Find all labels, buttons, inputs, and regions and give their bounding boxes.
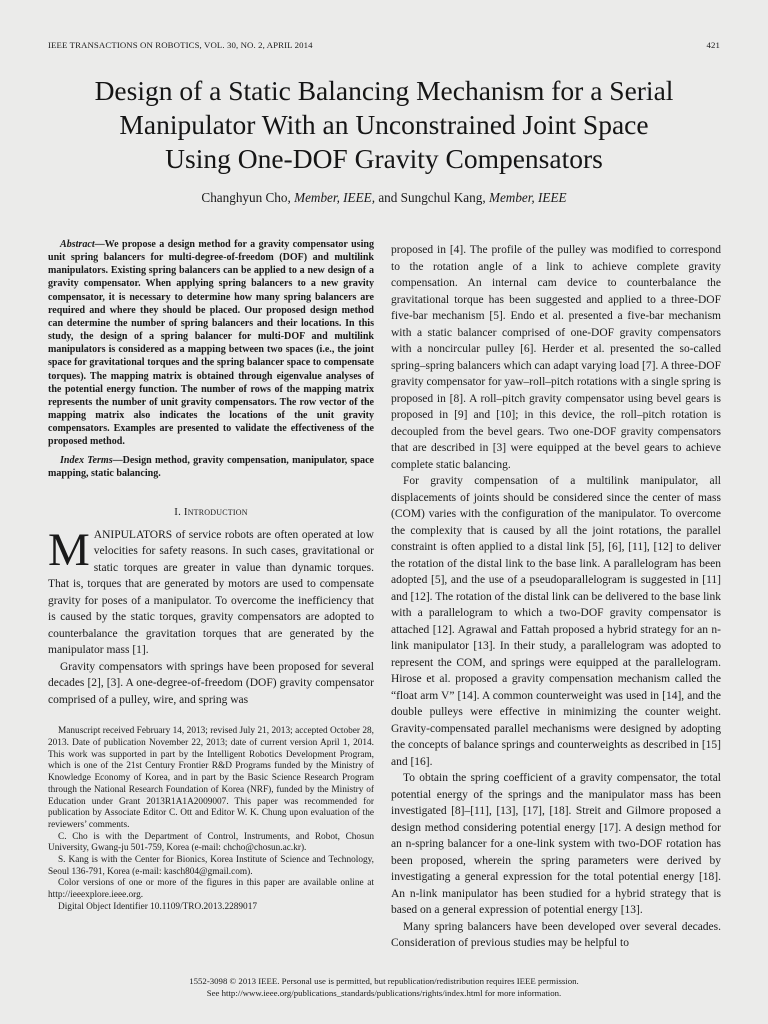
left-column: [48, 238, 374, 914]
right-paragraph-2: For gravity compensation of a multilink manipulator, all displacements of joints should be considered since the center of mass (COM) varies with the configuration of the manipulator. To overcome the complexity that is caused by all the joint rotations, the parallel constraint is often applied to a distal link [5], [6], [11], [12] to deliver the rotation of the distal link to the base link. A parallelogram has been adopted [5], and the use of a pseudoparallelogram is suggested in [11] and [12]. The rotation of the distal link can be delivered to the base link with a parallelogram to which a two-DOF gravity compensator is attached [12]. Agrawal and Fattah proposed a hybrid strategy for an n-link manipulator [13]. In their study, a parallelogram was adopted to represent the COM, and springs were equipped at the parallelogram. Hirose et al. proposed a gravity compensation mechanism called the “float arm V” [14]. A common counterweight was used in [14], and the double pulleys were effective in minimizing the counter weight. Gravity-compensated parallel mechanisms were designed by adopting the concepts of balance springs and counterweights as described in [15] and [16].: [391, 475, 721, 768]
drop-cap: M: [48, 523, 90, 576]
abstract-lead: Abstract: [60, 239, 95, 250]
index-terms-lead: Index Terms: [60, 454, 113, 466]
abstract-text: —We propose a design method for a gravity compensator using unit spring balancers for multi-degree-of-freedom (DOF) and multilink manipulators. Existing spring balancers can be applied to a new design of a gravity compensator. When applying spring balancers to a new gravity compensator, it is necessary to determine how many spring balancers are required and where they should be placed. Our proposed design method can determine the number of spring balancers and their locations. In this study, the design of a spring balancer for multi-DOF and multilink manipulators is considered as a mapping between two spaces (i.e., the joint space for gravitational torques and the spring balancer space to compensate torques). The mapping matrix is obtained through eigenvalue analyses of the potential energy function. The number of rows of the mapping matrix represents the number of unit gravity compensators. The row vector of the mapping matrix also indicates the locations of the unit gravity compensators. Examples are presented to validate the effectiveness of the proposed method.: [48, 239, 374, 448]
author-1-role: Member, IEEE,: [294, 190, 376, 205]
title-line-1: Design of a Static Balancing Mechanism for a Serial: [94, 75, 674, 106]
left-body-text: [48, 523, 374, 709]
abstract: [48, 238, 374, 449]
right-paragraph-4: Many spring balancers have been developed over several decades. Consideration of previous studies may be helpful to: [391, 920, 721, 949]
intro-paragraph-1: [48, 523, 374, 659]
title-line-3: Using One-DOF Gravity Compensators: [165, 143, 603, 174]
footnotes: [48, 726, 374, 913]
right-paragraph-1: proposed in [4]. The profile of the pulley was modified to correspond to the rotation angle of a link to achieve complete gravity compensation. An internal cam device to counterbalance the gravitational torque has been suggested and applied to a three-DOF five-bar mechanism [5]. Endo et al. presented a five-bar mechanism with a static balancer comprised of one-DOF gravity compensators with a noncircular pulley [6]. Herder et al. presented the so-called spring–spring balancers which can adapt varying load [7]. A three-DOF gravity compensator for yaw–roll–pitch rotations with a single spring is proposed in [8]. A roll–pitch gravity compensator using bevel gears is proposed in [9] and [10]; in this device, the roll–pitch rotation is decoupled from the bevel gears. Two one-DOF gravity compensators that are described in [3] were equipped at the bevel gears to achieve complete static balancing.: [391, 244, 721, 471]
running-header: [48, 40, 720, 54]
title-line-2: Manipulator With an Unconstrained Joint Space: [119, 109, 649, 140]
paper-title: [40, 74, 728, 176]
footnote-color-versions: Color versions of one or more of the figures in this paper are available online at http://ieeexplore.ieee.org.: [48, 878, 374, 901]
intro-paragraph-2: Gravity compensators with springs have been proposed for several decades [2], [3]. A one-degree-of-freedom (DOF) gravity compensator comprised of a pulley, wire, and spring was: [48, 660, 374, 706]
intro-paragraph-1-text: ANIPULATORS of service robots are often operated at low velocities for safety reasons. In such cases, gravitational or static torques are greater in value than dynamic torques. That is, torques that are generated by motors are used to compensate gravity for poses of a manipulator. To overcome the inefficiency that is caused by the static torques, gravity compensators are adopted to counterbalance the gravitation torques that are generated by the manipulator mass [1].: [48, 528, 374, 657]
journal-name: IEEE TRANSACTIONS ON ROBOTICS, VOL. 30, NO. 2, APRIL 2014: [48, 40, 313, 50]
author-line: [40, 189, 728, 207]
right-column: [391, 242, 721, 952]
footnote-author-kang: S. Kang is with the Center for Bionics, Korea Institute of Science and Technology, Seoul 136-791, Korea (e-mail: kasch804@gmail.com).: [48, 855, 374, 877]
author-2: and Sungchul Kang,: [378, 190, 486, 205]
footnote-author-cho: C. Cho is with the Department of Control, Instruments, and Robot, Chosun University, Gwang-ju 501-759, Korea (e-mail: chcho@chosun.ac.kr).: [48, 831, 374, 854]
section-title: Introduction: [183, 505, 248, 518]
footnote-manuscript: Manuscript received February 14, 2013; revised July 21, 2013; accepted October 28, 2013. Date of publication November 22, 2013; date of current version April 1, 2014. This work was supported in part by the Intelligent Robotics Development Program, which is one of the 21st Century Frontier R&D Programs funded by the Ministry of Knowledge Economy of Korea, and in part by the Basic Science Research Program through the National Research Foundation of Korea (NRF), funded by the Ministry of Education under Grant 2013R1A1A2009007. This paper was recommended for publication by Associate Editor C. Ott and Editor W. K. Chung upon evaluation of the reviewers’ comments.: [48, 726, 374, 830]
footnote-doi: Digital Object Identifier 10.1109/TRO.2013.2289017: [58, 901, 257, 912]
section-heading-introduction: [48, 506, 374, 518]
copyright-footer: [40, 975, 728, 999]
page-number: 421: [706, 40, 720, 50]
index-terms-text: —Design method, gravity compensation, manipulator, space mapping, static balancing.: [48, 454, 374, 479]
copyright-line: 1552-3098 © 2013 IEEE. Personal use is permitted, but republication/redistribution requires IEEE permission.: [189, 976, 579, 986]
right-paragraph-3: To obtain the spring coefficient of a gravity compensator, the total potential energy of the springs and the manipulator mass has been investigated [8]–[11], [13], [17], [18]. Streit and Gilmore proposed a design method considering potential energy [17]. A design method for an n-spring balancer for a one-link system with two-DOF rotation has been proposed, wherein the spring parameters were derived by investigating a general expression for the total potential energy [18]. An n-link manipulator has been studied for a hybrid strategy that is based on a general expression of potential energy [13].: [391, 772, 721, 916]
rights-url-line: See http://www.ieee.org/publications_standards/publications/rights/index.html for more information.: [206, 988, 562, 998]
author-1: Changhyun Cho,: [201, 190, 291, 205]
index-terms: [48, 454, 374, 480]
author-2-role: Member, IEEE: [488, 190, 567, 205]
section-numeral: I.: [174, 505, 181, 518]
